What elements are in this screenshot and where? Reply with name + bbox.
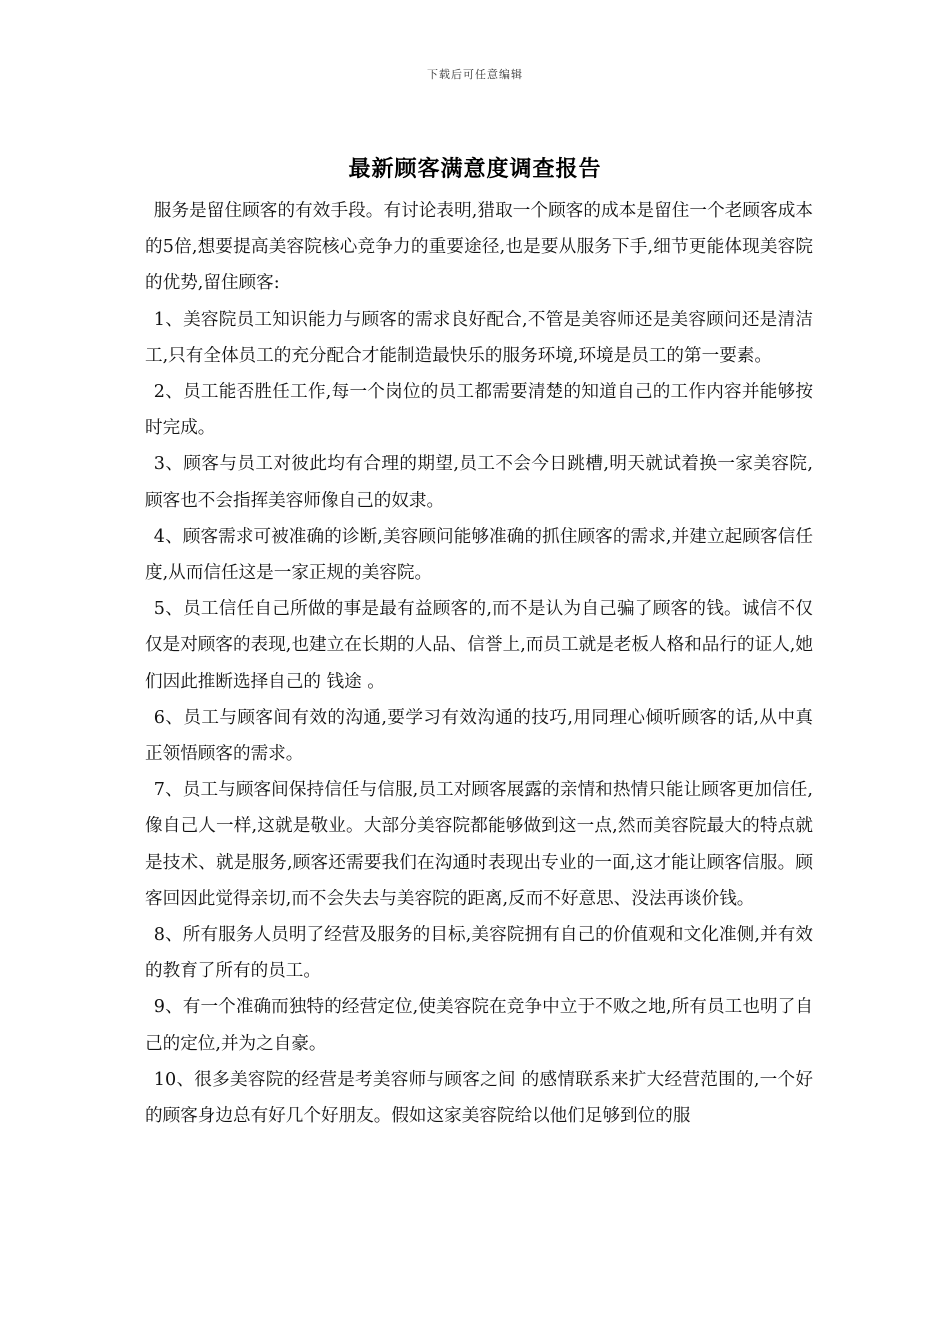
list-item-8: 8、所有服务人员明了经营及服务的目标,美容院拥有自己的价值观和文化准侧,并有效的教育了所有的员工。 [145,925,813,982]
document-body [145,193,813,1134]
list-item-7: 7、员工与顾客间保持信任与信服,员工对顾客展露的亲情和热情只能让顾客更加信任,像自己人一样,这就是敬业。大部分美容院都能够做到这一点,然而美容院最大的特点就是技术、就是服务,顾客还需要我们在沟通时表现出专业的一面,这才能让顾客信服。顾客回因此觉得亲切,而不会失去与美容院的距离,反而不好意思、没法再谈价钱。 [145,780,813,909]
intro-paragraph: 服务是留住顾客的有效手段。有讨论表明,猎取一个顾客的成本是留住一个老顾客成本的5倍,想要提高美容院核心竞争力的重要途径,也是要从服务下手,细节更能体现美容院的优势,留住顾客: [145,201,813,294]
list-item-3: 3、顾客与员工对彼此均有合理的期望,员工不会今日跳槽,明天就试着换一家美容院,顾客也不会指挥美容师像自己的奴隶。 [145,454,813,511]
header-note: 下载后可任意编辑 [427,68,523,81]
document-title: 最新顾客满意度调查报告 [348,156,602,182]
list-item-10: 10、很多美容院的经营是考美容师与顾客之间 的感情联系来扩大经营范围的,一个好的顾客身边总有好几个好朋友。假如这家美容院给以他们足够到位的服 [145,1069,813,1127]
list-item-5: 5、员工信任自己所做的事是最有益顾客的,而不是认为自己骗了顾客的钱。诚信不仅仅是对顾客的表现,也建立在长期的人品、信誉上,而员工就是老板人格和品行的证人,她们因此推断选择自己的 钱途 。 [145,599,813,692]
list-item-2: 2、员工能否胜任工作,每一个岗位的员工都需要清楚的知道自己的工作内容并能够按时完成。 [145,382,813,439]
list-item-4: 4、顾客需求可被准确的诊断,美容顾问能够准确的抓住顾客的需求,并建立起顾客信任度,从而信任这是一家正规的美容院。 [145,526,813,584]
list-item-9: 9、有一个准确而独特的经营定位,使美容院在竞争中立于不败之地,所有员工也明了自己的定位,并为之自豪。 [145,997,813,1054]
list-item-6: 6、员工与顾客间有效的沟通,要学习有效沟通的技巧,用同理心倾听顾客的话,从中真正领悟顾客的需求。 [145,707,813,765]
list-item-1: 1、美容院员工知识能力与顾客的需求良好配合,不管是美容师还是美容顾问还是清洁工,只有全体员工的充分配合才能制造最快乐的服务环境,环境是员工的第一要素。 [145,309,813,366]
